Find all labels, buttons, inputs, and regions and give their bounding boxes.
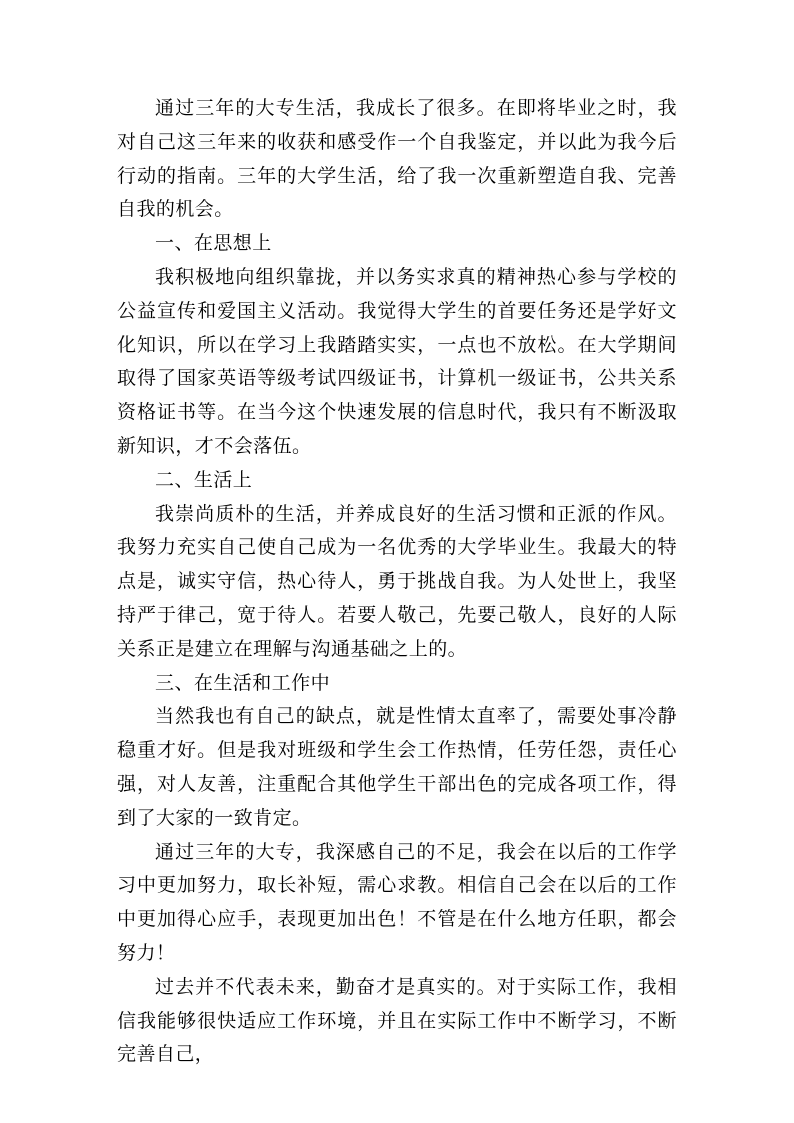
life-paragraph: 我崇尚质朴的生活，并养成良好的生活习惯和正派的作风。我努力充实自己使自己成为一名优秀的大学毕业生。我最大的特点是，诚实守信，热心待人，勇于挑战自我。为人处世上，我坚持严于律己，宽于待人。若要人敬己，先要己敬人，良好的人际关系正是建立在理解与沟通基础之上的。 — [117, 502, 677, 660]
intro-paragraph: 通过三年的大专生活，我成长了很多。在即将毕业之时，我对自己这三年来的收获和感受作一个自我鉴定，并以此为我今后行动的指南。三年的大学生活，给了我一次重新塑造自我、完善自我的机会。 — [117, 97, 677, 221]
section-heading-life: 二、生活上 — [155, 468, 253, 491]
work-paragraph: 当然我也有自己的缺点，就是性情太直率了，需要处事冷静稳重才好。但是我对班级和学生会工作热情，任劳任怨，责任心强，对人友善，注重配合其他学生干部出色的完成各项工作，得到了大家的一致肯定。 — [117, 705, 677, 829]
document-body — [117, 92, 677, 1072]
thought-paragraph: 我积极地向组织靠拢，并以务实求真的精神热心参与学校的公益宣传和爱国主义活动。我觉得大学生的首要任务还是学好文化知识，所以在学习上我踏踏实实，一点也不放松。在大学期间取得了国家英语等级考试四级证书，计算机一级证书，公共关系资格证书等。在当今这个快速发展的信息时代，我只有不断汲取新知识，才不会落伍。 — [117, 265, 677, 457]
section-heading-thought: 一、在思想上 — [155, 232, 272, 255]
closing-paragraph: 过去并不代表未来，勤奋才是真实的。对于实际工作，我相信我能够很快适应工作环境，并且在实际工作中不断学习，不断完善自己， — [117, 975, 677, 1066]
reflection-paragraph: 通过三年的大专，我深感自己的不足，我会在以后的工作学习中更加努力，取长补短，需心求教。相信自己会在以后的工作中更加得心应手，表现更加出色！不管是在什么地方任职，都会努力！ — [117, 840, 677, 964]
section-heading-work: 三、在生活和工作中 — [155, 671, 331, 694]
